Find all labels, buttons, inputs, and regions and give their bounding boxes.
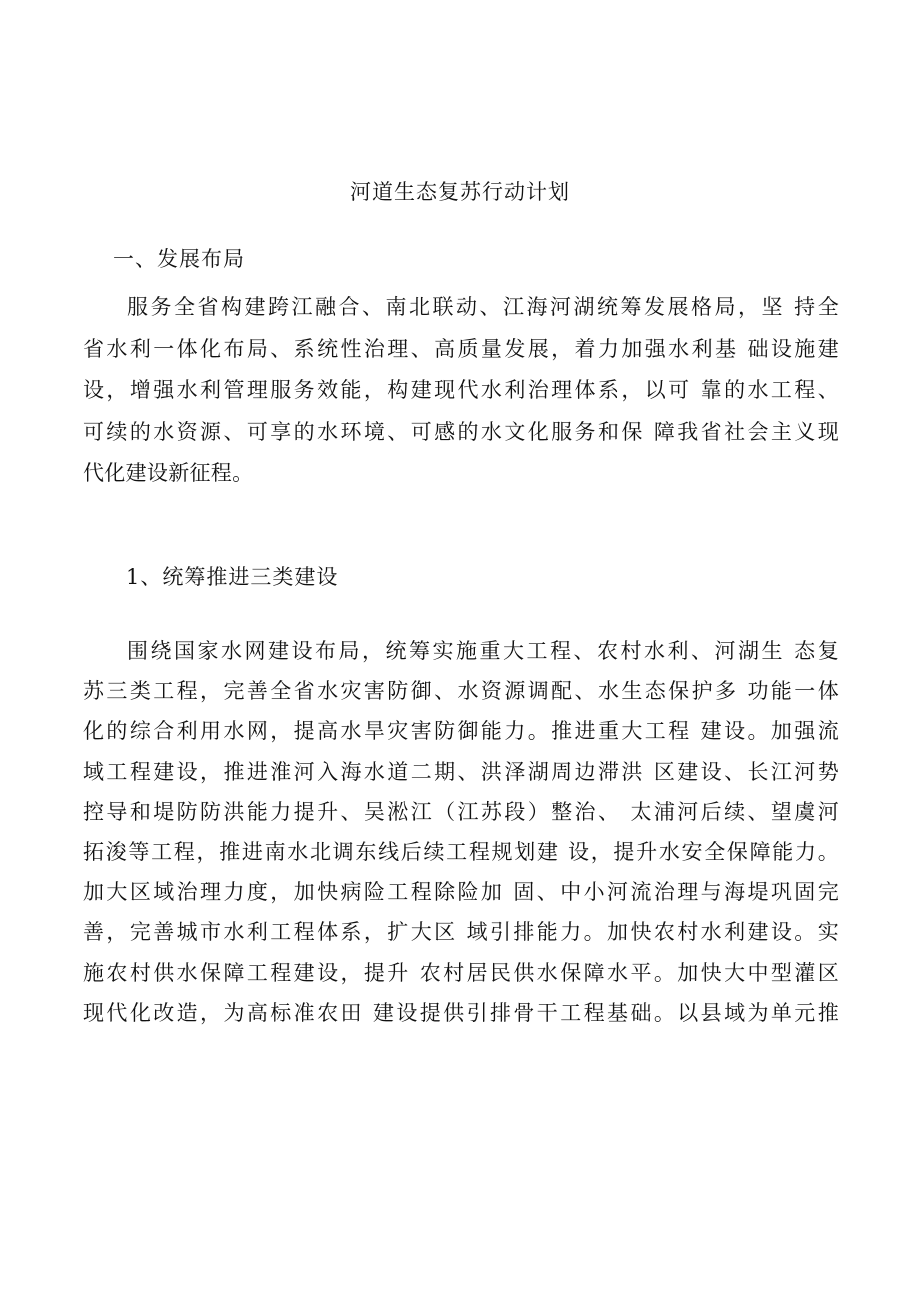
- paragraph-line: 化的综合利用水网，提高水旱灾害防御能力。推进重大工程 建设。加强流: [83, 719, 839, 744]
- subsection-heading: 1、统筹推进三类建设: [126, 565, 339, 589]
- paragraph-line: 现代化改造，为高标准农田 建设提供引排骨干工程基础。以县域为单元推: [83, 1000, 839, 1025]
- paragraph-line: 善，完善城市水利工程体系，扩大区 域引排能力。加快农村水利建设。实: [83, 920, 839, 945]
- paragraph-line: 设，增强水利管理服务效能，构建现代水利治理体系，以可 靠的水工程、: [83, 378, 839, 402]
- paragraph-line: 域工程建设，推进淮河入海水道二期、洪泽湖周边滞洪 区建设、长江河势: [83, 759, 839, 784]
- paragraph-line: 代化建设新征程。: [83, 461, 254, 485]
- paragraph-line: 省水利一体化布局、系统性治理、高质量发展，着力加强水利基 础设施建: [83, 336, 839, 361]
- paragraph-line: 加大区域治理力度，加快病险工程除险加 固、中小河流治理与海堤巩固完: [83, 880, 839, 905]
- paragraph-line: 控导和堤防防洪能力提升、吴淞江（江苏段）整治、 太浦河后续、望虞河: [83, 799, 839, 824]
- section-heading: 一、发展布局: [113, 247, 245, 271]
- paragraph-line: 拓浚等工程，推进南水北调东线后续工程规划建 设，提升水安全保障能力。: [83, 840, 839, 865]
- paragraph-line: 苏三类工程，完善全省水灾害防御、水资源调配、水生态保护多 功能一体: [83, 679, 839, 704]
- paragraph-line: 可续的水资源、可享的水环境、可感的水文化服务和保 障我省社会主义现: [83, 419, 839, 444]
- paragraph-line: 围绕国家水网建设布局，统筹实施重大工程、农村水利、河湖生 态复: [127, 639, 839, 663]
- paragraph-three-types-construction: [83, 631, 839, 1033]
- page-title: 河道生态复苏行动计划: [350, 180, 570, 204]
- paragraph-line: 服务全省构建跨江融合、南北联动、江海河湖统筹发展格局，坚 持全: [127, 295, 839, 319]
- paragraph-development-layout: [83, 287, 839, 495]
- paragraph-line: 施农村供水保障工程建设，提升 农村居民供水保障水平。加快大中型灌区: [83, 960, 839, 985]
